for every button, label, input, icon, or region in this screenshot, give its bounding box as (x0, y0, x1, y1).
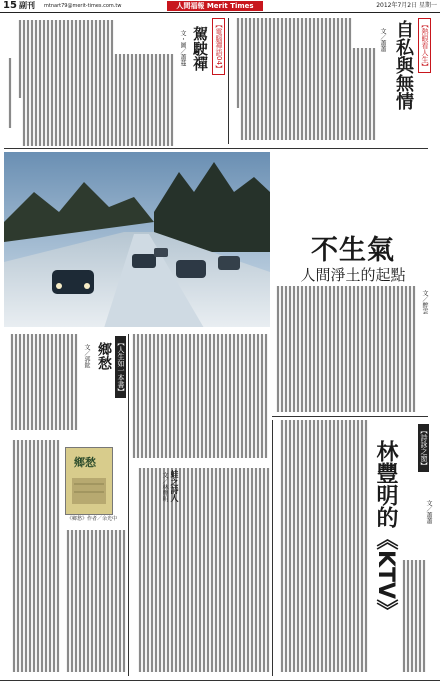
text-lines-main-left (128, 334, 270, 462)
column-tag-selfish: 【熱眼看人生】 (418, 18, 431, 73)
column-tag-hometown: 【人生如一本書】 (115, 336, 126, 398)
byline-selfish: 文／蕭蕭 (379, 28, 386, 52)
issue-date: 2012年7月2日 星期一 (376, 2, 437, 9)
column-tag-zen: 【電腦禪語04】 (212, 18, 225, 75)
text-lines-poem (274, 420, 370, 676)
page-number: 15 (3, 0, 17, 11)
text-lines-center-bottom (132, 468, 272, 676)
body-text-poem-right (398, 560, 428, 676)
byline-hometown: 文／郭鋐 (83, 344, 90, 368)
contact-url: mtnart79@merit-times.com.tw (44, 3, 122, 9)
body-text-main-right (272, 286, 418, 414)
headline-selfish: 自私與無情 (393, 20, 414, 110)
headline-frog-poet: 蛙之詩人 (170, 470, 180, 502)
text-lines-main-right (272, 286, 418, 414)
headline-zen: 駕駛禪 (191, 26, 209, 71)
book-cover-hometown (65, 447, 113, 515)
byline-main: 文／醉雲 (421, 290, 428, 314)
text-lines-hometown-bottom (6, 440, 62, 676)
text-lines-hometown-lower (62, 530, 128, 676)
book-cover-title: 鄉愁 (74, 456, 96, 469)
subheadline-main: 人間淨土的起點 (300, 266, 406, 284)
text-lines-hometown-top (6, 334, 80, 434)
page-header (0, 0, 440, 13)
body-text-selfish (232, 18, 378, 142)
byline-poem: 文／蕭蕭 (425, 500, 432, 524)
column-divider-right (272, 420, 273, 676)
body-text-main-left (128, 334, 270, 462)
text-lines-selfish (232, 18, 378, 142)
text-lines-zen (6, 18, 176, 148)
body-text-zen (6, 18, 176, 148)
headline-hometown: 鄉愁 (96, 342, 112, 370)
text-lines-poem-right (398, 560, 428, 676)
headline-poem: 林豐明的《KTV》 (373, 440, 398, 622)
book-caption: 《鄉愁》作者／余光中 (66, 516, 117, 522)
byline-frog-poet: 文／林豐明 (161, 472, 168, 502)
body-text-hometown-bottom (6, 440, 62, 676)
page-bottom-rule (0, 680, 440, 681)
column-tag-poem: 【詩詠之窗】 (418, 424, 429, 472)
headline-main: 不生氣 (311, 235, 395, 266)
masthead: 人間福報 Merit Times (167, 1, 263, 11)
body-text-poem (274, 420, 370, 676)
horizontal-rule-mid (272, 416, 428, 417)
body-text-center-bottom (132, 468, 272, 676)
body-text-hometown-lower (62, 530, 128, 676)
photo-winter-road (4, 152, 270, 328)
winter-road-illustration (4, 152, 270, 328)
body-text-hometown-top (6, 334, 80, 434)
horizontal-rule-top (4, 148, 428, 149)
column-divider (228, 18, 229, 144)
byline-zen: 文・圖／蕭蔓 (179, 30, 186, 66)
book-cover-art (66, 448, 112, 514)
section-name: 副刊 (19, 1, 35, 10)
column-divider-left (128, 334, 129, 676)
